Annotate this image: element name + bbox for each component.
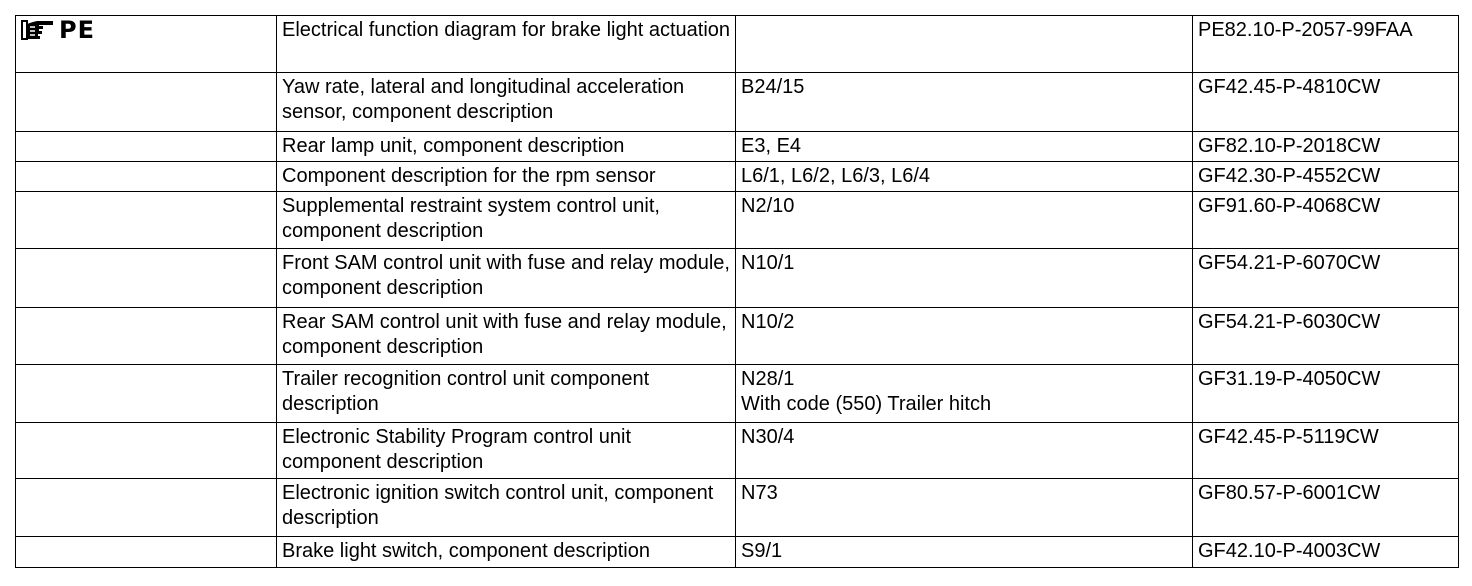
component-cell: B24/15 bbox=[736, 73, 1193, 132]
component-cell: L6/1, L6/2, L6/3, L6/4 bbox=[736, 162, 1193, 192]
description-cell: Front SAM control unit with fuse and relay module, component description bbox=[277, 249, 736, 308]
table-row bbox=[16, 132, 1459, 162]
component-id: N28/1 bbox=[741, 368, 795, 390]
reference-table bbox=[15, 15, 1459, 568]
tag-cell bbox=[16, 162, 277, 192]
component-cell bbox=[736, 16, 1193, 73]
description-cell: Rear SAM control unit with fuse and relay module, component description bbox=[277, 308, 736, 365]
tag-cell bbox=[16, 73, 277, 132]
component-cell bbox=[736, 365, 1193, 423]
table-row bbox=[16, 308, 1459, 365]
document-link[interactable]: PE82.10-P-2057-99FAA bbox=[1193, 16, 1459, 73]
document-link[interactable]: GF54.21-P-6070CW bbox=[1193, 249, 1459, 308]
component-note: With code (550) Trailer hitch bbox=[741, 392, 992, 415]
component-cell: N2/10 bbox=[736, 192, 1193, 249]
document-link[interactable]: GF42.45-P-4810CW bbox=[1193, 73, 1459, 132]
tag-cell bbox=[16, 365, 277, 423]
tag-cell bbox=[16, 423, 277, 479]
table-row bbox=[16, 365, 1459, 423]
table-row bbox=[16, 192, 1459, 249]
description-cell: Rear lamp unit, component description bbox=[277, 132, 736, 162]
component-cell: N30/4 bbox=[736, 423, 1193, 479]
description-cell: Electronic Stability Program control unit component description bbox=[277, 423, 736, 479]
component-cell: N10/2 bbox=[736, 308, 1193, 365]
table-row bbox=[16, 16, 1459, 73]
pointing-hand-icon bbox=[21, 19, 55, 41]
document-link[interactable]: GF42.30-P-4552CW bbox=[1193, 162, 1459, 192]
table-row bbox=[16, 249, 1459, 308]
component-cell: N10/1 bbox=[736, 249, 1193, 308]
table-row bbox=[16, 423, 1459, 479]
document-link[interactable]: GF42.10-P-4003CW bbox=[1193, 537, 1459, 568]
tag-cell bbox=[16, 537, 277, 568]
document-link[interactable]: GF91.60-P-4068CW bbox=[1193, 192, 1459, 249]
pe-label: PE bbox=[59, 16, 95, 44]
pe-tag bbox=[21, 18, 95, 43]
tag-cell bbox=[16, 132, 277, 162]
description-cell: Electronic ignition switch control unit, component description bbox=[277, 479, 736, 537]
tag-cell bbox=[16, 249, 277, 308]
description-cell: Component description for the rpm sensor bbox=[277, 162, 736, 192]
table-row bbox=[16, 537, 1459, 568]
document-link[interactable]: GF80.57-P-6001CW bbox=[1193, 479, 1459, 537]
description-cell: Trailer recognition control unit component description bbox=[277, 365, 736, 423]
tag-cell bbox=[16, 192, 277, 249]
table-row bbox=[16, 73, 1459, 132]
document-link[interactable]: GF54.21-P-6030CW bbox=[1193, 308, 1459, 365]
document-link[interactable]: GF31.19-P-4050CW bbox=[1193, 365, 1459, 423]
table-row bbox=[16, 479, 1459, 537]
component-cell: N73 bbox=[736, 479, 1193, 537]
tag-cell bbox=[16, 479, 277, 537]
component-cell: S9/1 bbox=[736, 537, 1193, 568]
description-cell: Supplemental restraint system control unit, component description bbox=[277, 192, 736, 249]
document-link[interactable]: GF42.45-P-5119CW bbox=[1193, 423, 1459, 479]
tag-cell bbox=[16, 16, 277, 73]
description-cell: Brake light switch, component description bbox=[277, 537, 736, 568]
table-row bbox=[16, 162, 1459, 192]
document-link[interactable]: GF82.10-P-2018CW bbox=[1193, 132, 1459, 162]
description-cell: Electrical function diagram for brake light actuation bbox=[277, 16, 736, 73]
tag-cell bbox=[16, 308, 277, 365]
component-cell: E3, E4 bbox=[736, 132, 1193, 162]
description-cell: Yaw rate, lateral and longitudinal acceleration sensor, component description bbox=[277, 73, 736, 132]
